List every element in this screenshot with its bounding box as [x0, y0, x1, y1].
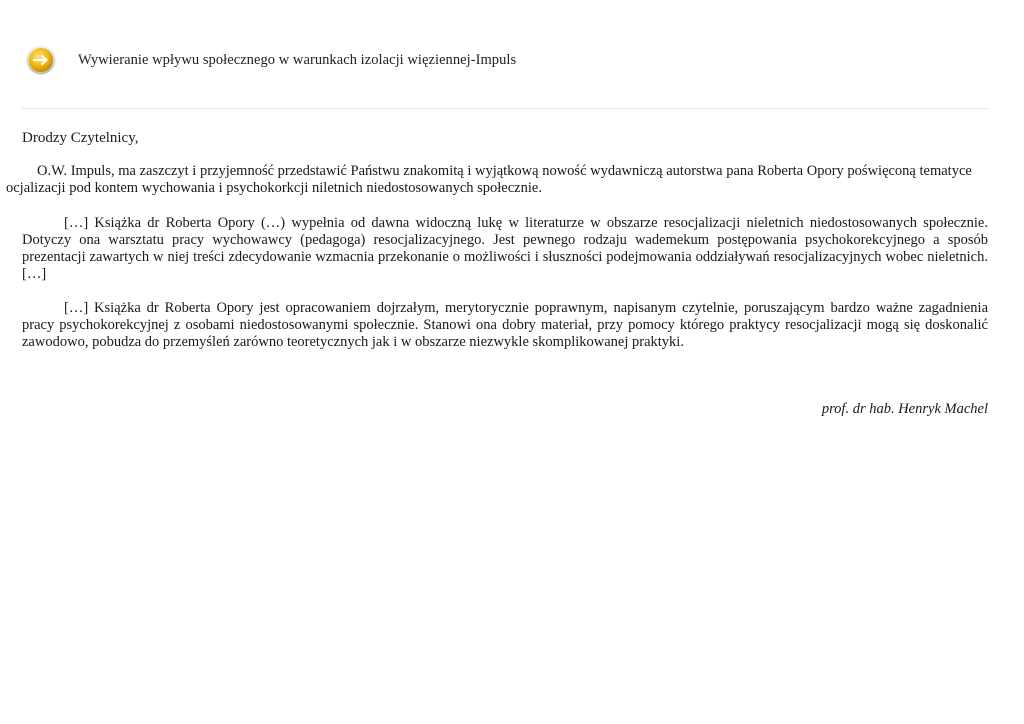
- intro-line-2: ocjalizacji pod kontem wychowania i psychokorkcji niletnich niedostosowanych społecznie.: [6, 180, 542, 196]
- salutation: Drodzy Czytelnicy,: [22, 130, 139, 146]
- quote-paragraph-1: […] Książka dr Roberta Opory (…) wypełnia od dawna widoczną lukę w literaturze w obszarze resocjalizacji nieletnich niedostosowanych społecznie. Dotyczy ona warsztatu pracy wychowawcy (pedagoga) resocjalizacyjnego. Jest pewnego rodzaju wademekum postępowania psychokorekcyjnego a sposób prezentacji zawartych w niej treści zdecydowanie wzmacnia przekonanie o możliwości i słuszności podejmowania oddziaływań resocjalizacyjnych wobec nieletnich. […]: [22, 215, 988, 282]
- signature: prof. dr hab. Henryk Machel: [821, 401, 988, 417]
- arrow-right-icon[interactable]: [26, 45, 56, 75]
- intro-line-1: O.W. Impuls, ma zaszczyt i przyjemność przedstawić Państwu znakomitą i wyjątkową nowość wydawniczą autorstwa pana Roberta Opory poświęconą tematyce: [37, 163, 972, 179]
- quote-paragraph-2: […] Książka dr Roberta Opory jest opracowaniem dojrzałym, merytorycznie poprawnym, napisanym czytelnie, poruszającym bardzo ważne zagadnienia pracy psychokorekcyjnej z osobami niedostosowanymi społecznie. Stanowi ona dobry materiał, przy pomocy którego praktycy resocjalizacji mogą się doskonalić zawodowo, pobudza do przemyśleń zarówno teoretycznych jak i w obszarze niezwykle skomplikowanej praktyki.: [22, 300, 988, 350]
- letter-body: [6, 130, 988, 368]
- header-divider: [22, 108, 988, 109]
- page-title: Wywieranie wpływu społecznego w warunkach izolacji więziennej-Impuls: [78, 51, 517, 68]
- intro-paragraph: [6, 163, 988, 197]
- page-header: [26, 44, 516, 76]
